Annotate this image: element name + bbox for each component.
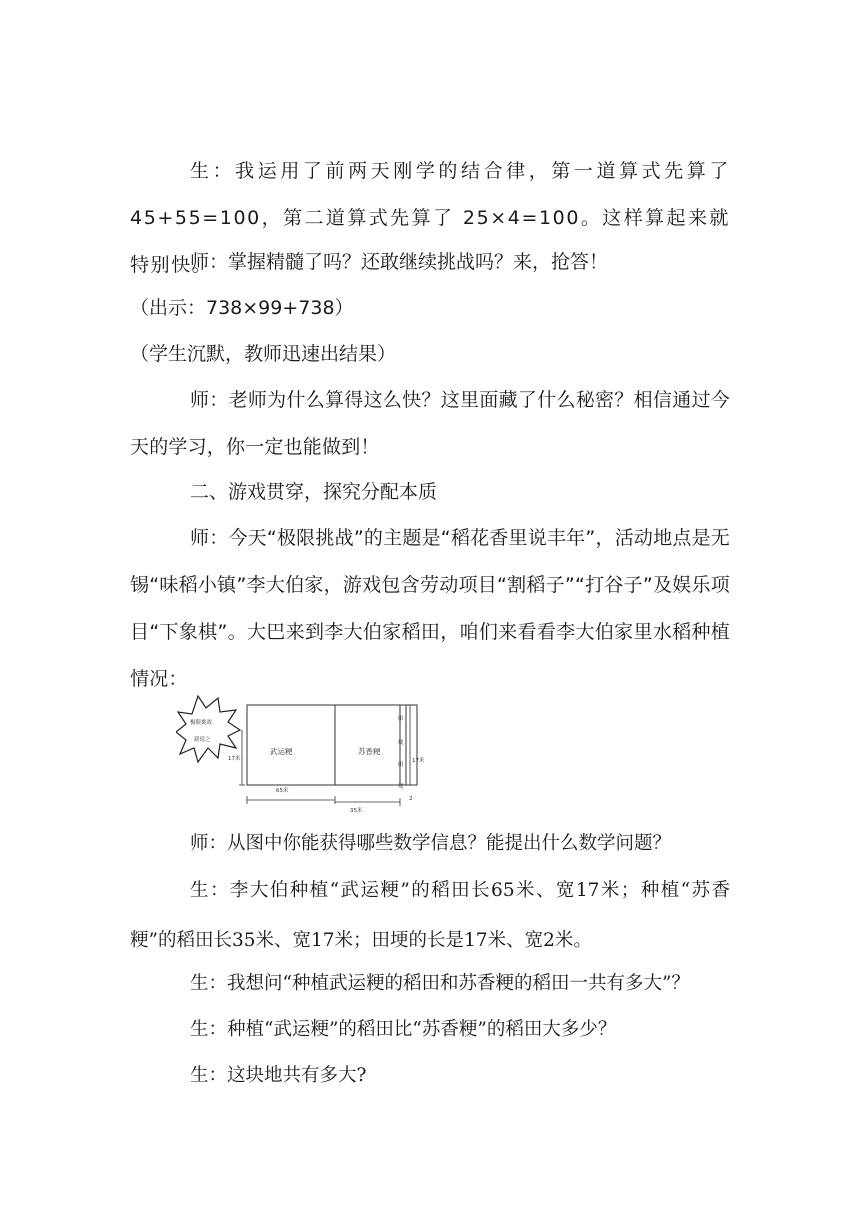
- badge-line1: 极限挑战: [190, 720, 213, 726]
- paragraph-teacher-question: 师：从图中你能获得哪些数学信息？能提出什么数学问题？: [190, 833, 672, 854]
- left-width-label: 17米: [228, 756, 241, 762]
- right-length-label: 35米: [350, 808, 363, 814]
- field-right-label: 苏香粳: [358, 747, 381, 756]
- paragraph-teacher-theme: 师：今天“极限挑战”的主题是“稻花香里说丰年”，活动地点是无锡“味稻小镇”李大伯家，游戏包含劳动项目“割稻子”“打谷子”及娱乐项目“下象棋”。大巴来到李大伯家稻田，咱们来看看李大伯家里水稻种植情况：: [130, 527, 730, 690]
- paragraph-student-question-area: 生：这块地共有多大?: [190, 1065, 367, 1086]
- badge-line2: 新说之: [194, 737, 211, 743]
- starburst-badge-icon: [176, 696, 240, 762]
- ridge-char-4: 埂: [398, 784, 404, 790]
- ridge-width-label: 2: [409, 796, 413, 802]
- paragraph-students-silent: （学生沉默，教师迅速出结果）: [130, 343, 397, 365]
- section-heading-game: 二、游戏贯穿，探究分配本质: [190, 481, 438, 503]
- paragraph-student-associative-law: 生：我运用了前两天刚学的结合律，第一道算式先算了45+55=100，第二道算式先算了 25×4=100。这样算起来就特别快。: [130, 160, 730, 276]
- ridge-char-3: 田: [398, 762, 404, 768]
- field-left-label: 武运粳: [270, 747, 293, 756]
- field-outline: [247, 705, 417, 785]
- paragraph-show-expression: （出示：738×99+738）: [130, 297, 354, 319]
- ridge-char-2: 埂: [398, 740, 404, 746]
- paragraph-student-info: 生：李大伯种植“武运粳”的稻田长65米、宽17米；种植“苏香粳”的稻田长35米、宽17米；田埂的长是17米、宽2米。: [130, 880, 730, 951]
- left-length-label: 65米: [276, 788, 289, 794]
- paragraph-student-question-total: 生：我想问“种植武运粳的稻田和苏香粳的稻田一共有多大”？: [190, 973, 690, 994]
- right-width-label: 17米: [412, 758, 425, 764]
- paragraph-student-question-difference: 生：种植“武运粳”的稻田比“苏香粳”的稻田大多少？: [190, 1019, 617, 1040]
- paragraph-teacher-challenge: 师：掌握精髓了吗？还敢继续挑战吗？来，抢答！: [190, 251, 609, 273]
- rice-field-diagram: [176, 692, 428, 816]
- ridge-char-1: 田: [398, 716, 404, 722]
- paragraph-teacher-secret: 师：老师为什么算得这么快？这里面藏了什么秘密？相信通过今天的学习，你一定也能做到！: [130, 389, 730, 458]
